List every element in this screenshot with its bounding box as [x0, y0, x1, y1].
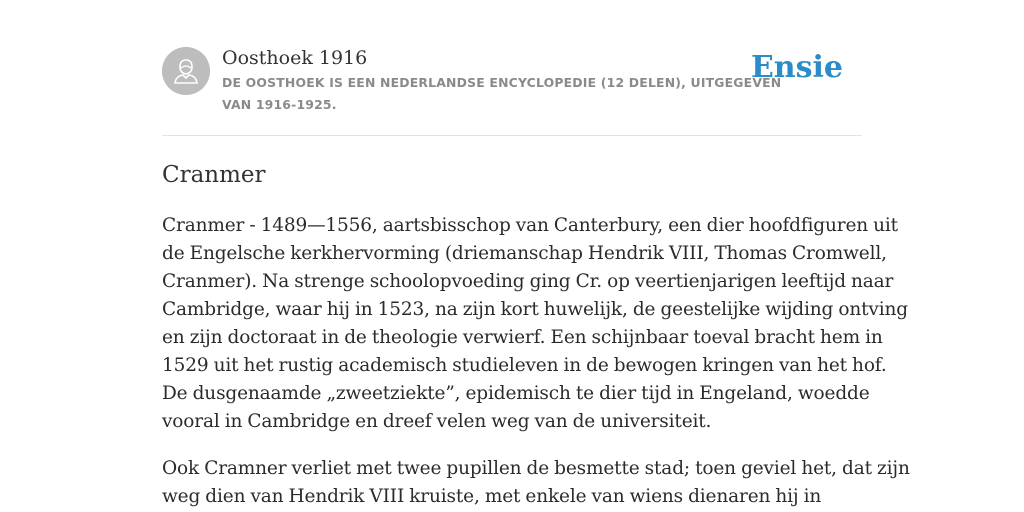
source-description — [222, 72, 782, 116]
source-header — [162, 0, 862, 136]
paragraph-line: De dusgenaamde „zweetziekte”, epidemisch te dier tijd in Engeland, woedde — [162, 383, 870, 404]
paragraph-line: weg dien van Hendrik VIII kruiste, met enkele van wiens dienaren hij in — [162, 486, 822, 507]
paragraph-line: de Engelsche kerkhervorming (driemanschap Hendrik VIII, Thomas Cromwell, — [162, 243, 887, 264]
article-body — [162, 212, 910, 512]
source-description-line: VAN 1916-1925. — [222, 97, 337, 112]
page — [162, 0, 910, 507]
article-paragraph — [162, 212, 908, 436]
paragraph-line: en zijn doctoraat in de theologie verwierf. Een schijnbaar toeval bracht hem in — [162, 327, 883, 348]
source-description-line: DE OOSTHOEK IS EEN NEDERLANDSE ENCYCLOPEDIE (12 DELEN), UITGEGEVEN — [222, 75, 782, 90]
user-placeholder-icon — [162, 47, 210, 95]
paragraph-line: Ook Cramner verliet met twee pupillen de besmette stad; toen geviel het, dat zijn — [162, 458, 910, 479]
paragraph-line: 1529 uit het rustig academisch studieleven in de bewogen kringen van het hof. — [162, 355, 887, 376]
paragraph-line: Cranmer - 1489—1556, aartsbisschop van Canterbury, een dier hoofdfiguren uit — [162, 215, 898, 236]
paragraph-line: vooral in Cambridge en dreef velen weg van de universiteit. — [162, 411, 712, 432]
paragraph-line: Cranmer). Na strenge schoolopvoeding ging Cr. op veertienjarigen leeftijd naar — [162, 271, 894, 292]
paragraph-line: Cambridge, waar hij in 1523, na zijn kort huwelijk, de geestelijke wijding ontving — [162, 299, 908, 320]
source-avatar[interactable] — [162, 47, 210, 95]
article-title: Cranmer — [162, 162, 266, 188]
article-paragraph — [162, 455, 910, 511]
ensie-logo-link[interactable]: Ensie — [750, 50, 843, 85]
source-title[interactable]: Oosthoek 1916 — [222, 47, 368, 69]
